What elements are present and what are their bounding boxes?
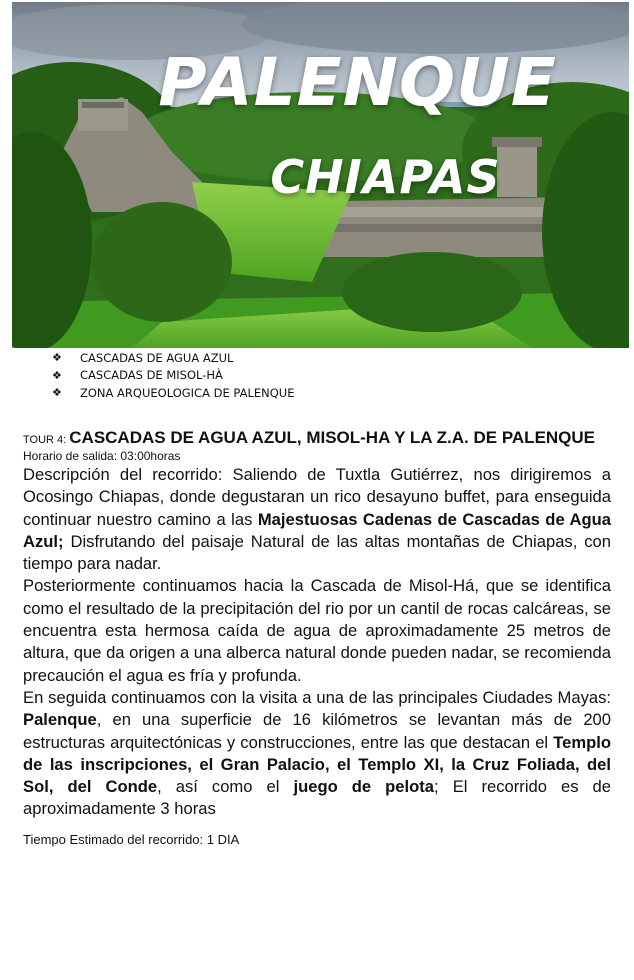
estimated-duration: Tiempo Estimado del recorrido: 1 DIA [23, 832, 240, 847]
list-item: ❖ ZONA ARQUEOLOGICA DE PALENQUE [52, 385, 295, 400]
tour-header [23, 428, 613, 462]
diamond-bullet-icon: ❖ [52, 386, 62, 400]
hero-title: PALENQUE [158, 44, 557, 121]
diamond-bullet-icon: ❖ [52, 351, 62, 365]
list-item: ❖ CASCADAS DE MISOL-HÀ [52, 368, 223, 383]
hero-banner [12, 2, 629, 348]
description-paragraph: Descripción del recorrido: Saliendo de Tuxtla Gutiérrez, nos dirigiremos a Ocosingo Chiapas, donde degustaran un rico desayuno buffet, para enseguida continuar nuestro camino a las Majestuosas Cadenas de Cascadas de Agua Azul; Disfrutando del paisaje Natural de las altas montañas de Chiapas, con tiempo para nadar. [23, 465, 611, 574]
tour-description [23, 464, 611, 821]
description-paragraph: Posteriormente continuamos hacia la Cascada de Misol-Há, que se identifica como el resultado de la precipitación del rio por un cantil de rocas calcáreas, se encuentra esta hermosa caída de agua de aproximadamente 25 metros de altura, que da origen a una alberca natural donde pueden nadar, se recomienda precaución el agua es fría y profunda. [23, 576, 611, 685]
hero-subtitle: CHIAPAS [270, 150, 501, 204]
diamond-bullet-icon: ❖ [52, 368, 62, 382]
departure-schedule: Horario de salida: 03:00horas [23, 449, 181, 463]
tour-prefix: TOUR 4: [23, 434, 70, 446]
tour-title: TOUR 4: CASCADAS DE AGUA AZUL, MISOL-HA Y LA Z.A. DE PALENQUE [23, 428, 596, 447]
list-item: ❖ CASCADAS DE AGUA AZUL [52, 350, 234, 365]
highlights-list [52, 349, 294, 402]
description-paragraph: En seguida continuamos con la visita a una de las principales Ciudades Mayas: Palenque, en una superficie de 16 kilómetros se levantan más de 200 estructuras arquitectónicas y construcciones, entre las que destacan el Templo de las inscripciones, el Gran Palacio, el Templo XI, la Cruz Foliada, del Sol, del Conde, así como el juego de pelota; El recorrido es de aproximadamente 3 horas [23, 687, 612, 819]
